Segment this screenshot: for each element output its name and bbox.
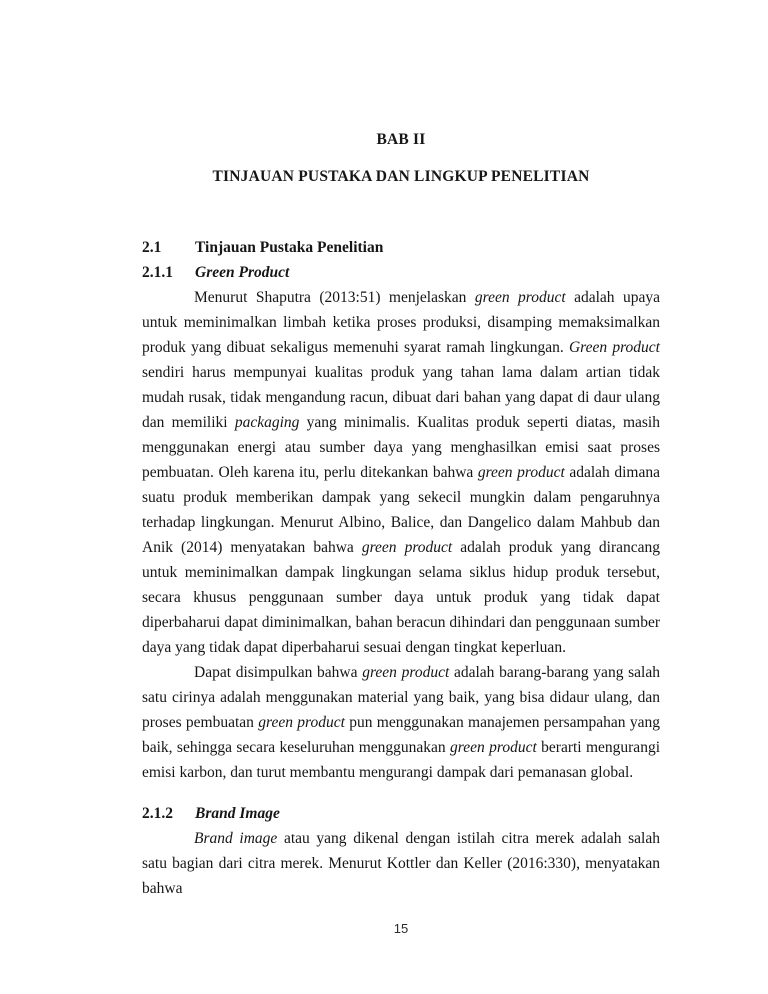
chapter-title: TINJAUAN PUSTAKA DAN LINGKUP PENELITIAN — [212, 168, 590, 185]
chapter-label: BAB II — [376, 131, 426, 148]
section-title: Brand Image — [195, 805, 280, 822]
section-heading-2-1-2 — [142, 801, 660, 826]
paragraph-green-product-conclusion: Dapat disimpulkan bahwa green product adalah barang-barang yang salah satu cirinya adalah menggunakan material yang baik, yang bisa didaur ulang, dan proses pembuatan green product pun menggunakan manajemen persampahan yang baik, sehingga secara keseluruhan menggunakan green product berarti mengurangi emisi karbon, dan turut membantu mengurangi dampak dari pemanasan global. — [142, 664, 660, 781]
section-number: 2.1.1 — [142, 264, 173, 281]
section-title: Green Product — [195, 264, 290, 281]
section-number: 2.1.2 — [142, 805, 173, 822]
section-heading-2-1 — [142, 235, 660, 260]
paragraph-green-product-definition: Menurut Shaputra (2013:51) menjelaskan green product adalah upaya untuk meminimalkan limbah ketika proses produksi, disamping memaksimalkan produk yang dibuat sekaligus memenuhi syarat ramah lingkungan. Green product sendiri harus mempunyai kualitas produk yang tahan lama dalam artian tidak mudah rusak, tidak mengandung racun, dibuat dari bahan yang dapat di daur ulang dan memiliki packaging yang minimalis. Kualitas produk seperti diatas, masih menggunakan energi atau sumber daya yang menghasilkan emisi saat proses pembuatan. Oleh karena itu, perlu ditekankan bahwa green product adalah dimana suatu produk memberikan dampak yang sekecil mungkin dalam pengaruhnya terhadap lingkungan. Menurut Albino, Balice, dan Dangelico dalam Mahbub dan Anik (2014) menyatakan bahwa green product adalah produk yang dirancang untuk meminimalkan dampak lingkungan selama siklus hidup produk tersebut, secara khusus penggunaan sumber daya untuk produk yang tidak dapat diperbaharui dapat diminimalkan, bahan beracun dihindari dan penggunaan sumber daya yang tidak dapat diperbaharui sesuai dengan tingkat keperluan. — [142, 289, 661, 656]
section-title: Tinjauan Pustaka Penelitian — [195, 239, 384, 256]
page-number: 15 — [393, 921, 409, 936]
paragraph-brand-image: Brand image atau yang dikenal dengan istilah citra merek adalah salah satu bagian dari citra merek. Menurut Kottler dan Keller (2016:330), menyatakan bahwa — [142, 830, 660, 897]
section-number: 2.1 — [142, 239, 162, 256]
section-heading-2-1-1 — [142, 260, 660, 285]
